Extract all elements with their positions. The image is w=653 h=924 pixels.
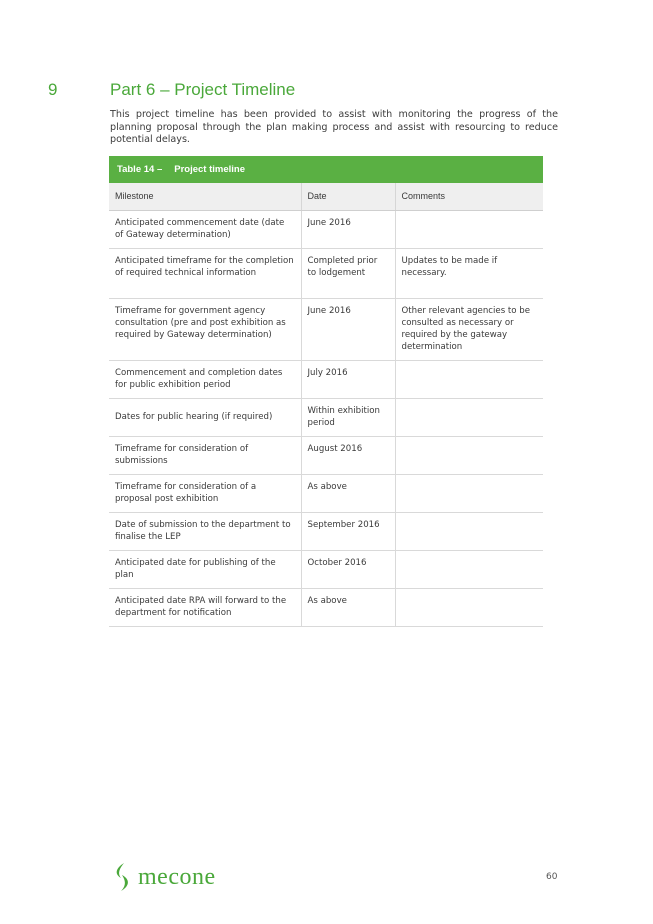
mecone-logo: [112, 862, 216, 892]
column-header-milestone: Milestone: [109, 183, 301, 210]
table-row: [109, 512, 543, 550]
table-row: [109, 474, 543, 512]
section-title: Part 6 – Project Timeline: [110, 80, 296, 99]
table-caption: [109, 156, 543, 183]
comments-cell: [395, 512, 543, 550]
date-cell: July 2016: [301, 360, 395, 398]
table-row: [109, 398, 543, 436]
table-row: [109, 588, 543, 626]
comments-cell: [395, 436, 543, 474]
milestone-cell: Timeframe for consideration of a proposal post exhibition: [109, 474, 301, 512]
milestone-cell: Anticipated date RPA will forward to the department for notification: [109, 588, 301, 626]
comments-cell: Updates to be made if necessary.: [395, 248, 543, 298]
comments-cell: Other relevant agencies to be consulted as necessary or required by the gateway determination: [395, 298, 543, 360]
milestone-cell: Dates for public hearing (if required): [109, 398, 301, 436]
milestone-cell: Timeframe for consideration of submissions: [109, 436, 301, 474]
date-cell: June 2016: [301, 298, 395, 360]
comments-cell: [395, 398, 543, 436]
leaf-logo-icon: [112, 862, 134, 892]
table-row: [109, 248, 543, 298]
table-row: [109, 550, 543, 588]
milestone-cell: Anticipated date for publishing of the plan: [109, 550, 301, 588]
table-row: [109, 210, 543, 248]
milestone-cell: Timeframe for government agency consultation (pre and post exhibition as required by Gateway determination): [109, 298, 301, 360]
date-cell: October 2016: [301, 550, 395, 588]
date-cell: Completed prior to lodgement: [301, 248, 395, 298]
comments-cell: [395, 210, 543, 248]
table-caption-label: Table 14 –: [117, 164, 163, 175]
milestone-cell: Anticipated commencement date (date of Gateway determination): [109, 210, 301, 248]
logo-wordmark: mecone: [138, 863, 216, 890]
date-cell: June 2016: [301, 210, 395, 248]
comments-cell: [395, 360, 543, 398]
comments-cell: [395, 588, 543, 626]
column-header-date: Date: [301, 183, 395, 210]
date-cell: September 2016: [301, 512, 395, 550]
table-row: [109, 360, 543, 398]
milestone-cell: Date of submission to the department to finalise the LEP: [109, 512, 301, 550]
date-cell: August 2016: [301, 436, 395, 474]
table-caption-title: Project timeline: [174, 164, 245, 175]
milestone-cell: Anticipated timeframe for the completion of required technical information: [109, 248, 301, 298]
table-header-row: [109, 183, 543, 210]
milestone-cell: Commencement and completion dates for public exhibition period: [109, 360, 301, 398]
comments-cell: [395, 550, 543, 588]
date-cell: As above: [301, 588, 395, 626]
column-header-comments: Comments: [395, 183, 543, 210]
comments-cell: [395, 474, 543, 512]
project-timeline-table: [109, 156, 543, 627]
section-number: 9: [48, 80, 58, 99]
intro-paragraph: This project timeline has been provided to assist with monitoring the progress of the planning proposal through the plan making process and assist with resourcing to reduce potential delays.: [110, 109, 558, 145]
date-cell: Within exhibition period: [301, 398, 395, 436]
page-number: 60: [546, 872, 558, 882]
date-cell: As above: [301, 474, 395, 512]
table-row: [109, 436, 543, 474]
table-row: [109, 298, 543, 360]
